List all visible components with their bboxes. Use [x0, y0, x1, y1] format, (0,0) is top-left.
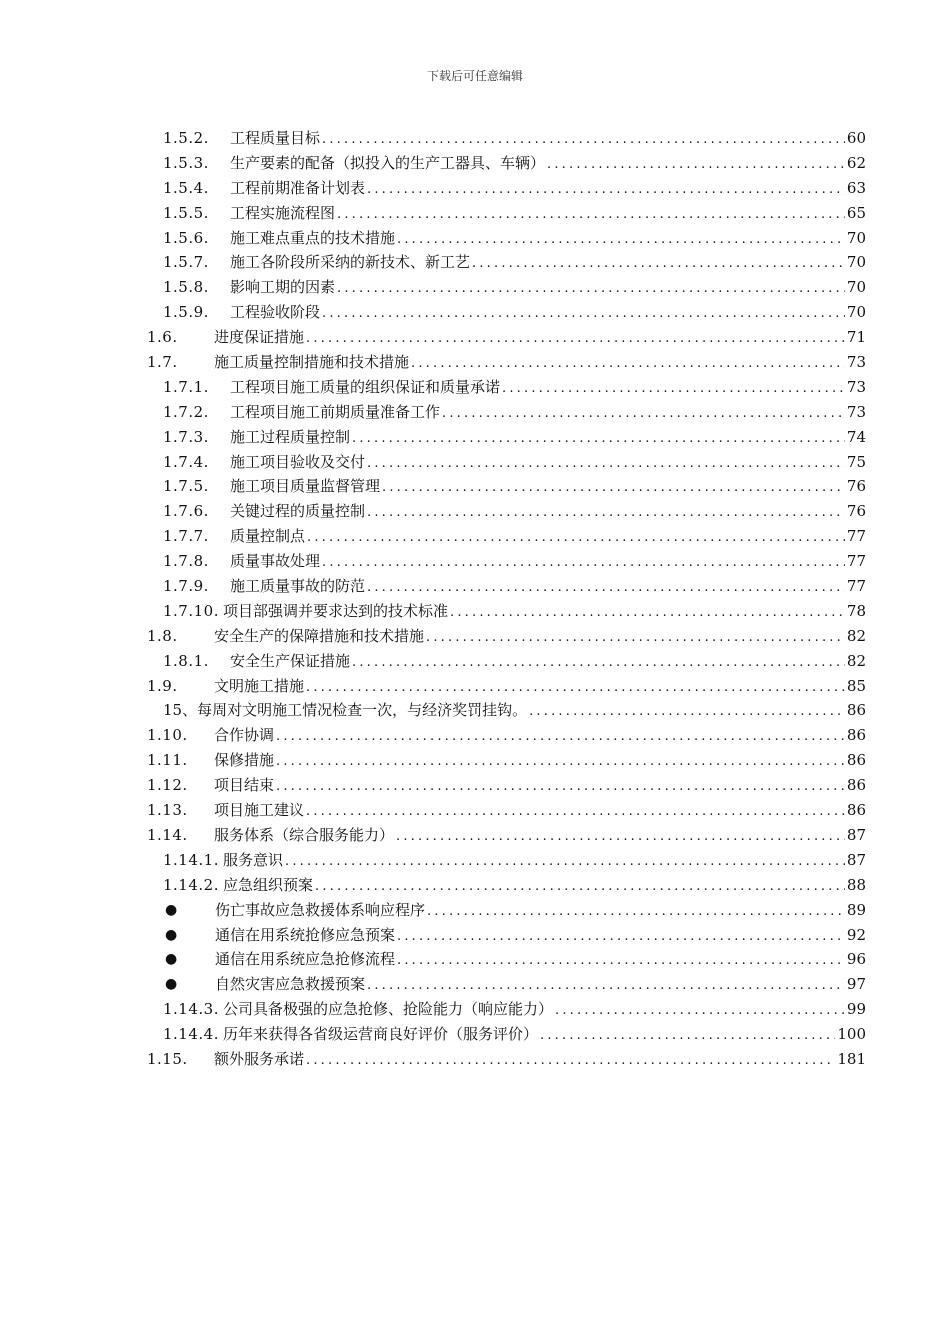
- toc-entry-title: 工程项目施工质量的组织保证和质量承诺: [230, 377, 501, 396]
- toc-entry-page-number: 77: [846, 577, 866, 596]
- toc-entry[interactable]: [0, 275, 950, 300]
- toc-dot-leader: [352, 651, 845, 676]
- toc-entry-number: 1.7.10.: [163, 601, 219, 620]
- toc-dot-leader: [367, 974, 845, 999]
- toc-entry-page-number: 70: [846, 253, 866, 272]
- toc-entry-page-number: 65: [846, 203, 866, 222]
- toc-entry-page-number: 86: [846, 701, 866, 720]
- toc-entry[interactable]: [0, 300, 950, 325]
- toc-entry-title: 项目施工建议: [214, 801, 305, 820]
- toc-entry-title: 公司具备极强的应急抢修、抢险能力（响应能力）: [222, 1000, 553, 1019]
- toc-entry-number: 1.7.5.: [163, 477, 209, 496]
- toc-entry-title: 历年来获得各省级运营商良好评价（服务评价）: [222, 1025, 538, 1044]
- toc-dot-leader: [306, 676, 845, 701]
- toc-entry-page-number: 70: [846, 278, 866, 297]
- toc-entry-title: 质量控制点: [230, 527, 306, 546]
- toc-entry-title: 自然灾害应急救援预案: [215, 975, 366, 994]
- toc-entry-title: 额外服务承诺: [214, 1049, 305, 1068]
- toc-entry-page-number: 63: [846, 178, 866, 197]
- toc-entry-page-number: 87: [846, 850, 866, 869]
- toc-entry-page-number: 85: [846, 676, 866, 695]
- toc-entry-number: 1.10.: [147, 726, 188, 745]
- toc-entry-number: 1.7.: [147, 353, 178, 372]
- bullet-icon: ●: [165, 901, 178, 918]
- toc-entry[interactable]: [0, 599, 950, 624]
- toc-entry[interactable]: [0, 151, 950, 176]
- toc-entry-title: 关键过程的质量控制: [230, 502, 366, 521]
- toc-dot-leader: [285, 850, 845, 875]
- toc-dot-leader: [367, 501, 845, 526]
- toc-dot-leader: [547, 153, 845, 178]
- toc-entry-page-number: 73: [846, 353, 866, 372]
- toc-entry[interactable]: [0, 997, 950, 1022]
- toc-entry[interactable]: [0, 375, 950, 400]
- toc-entry[interactable]: [0, 350, 950, 375]
- toc-entry[interactable]: [0, 474, 950, 499]
- toc-entry-number: 1.5.4.: [163, 178, 209, 197]
- toc-dot-leader: [306, 1049, 835, 1074]
- toc-entry[interactable]: [0, 450, 950, 475]
- toc-entry[interactable]: [0, 400, 950, 425]
- toc-entry-number: 1.14.1.: [163, 850, 219, 869]
- toc-entry-number: 1.7.2.: [163, 402, 209, 421]
- toc-entry-page-number: 70: [846, 228, 866, 247]
- toc-entry-title: 施工项目验收及交付: [230, 452, 366, 471]
- toc-entry[interactable]: [0, 649, 950, 674]
- toc-entry-title: 施工质量控制措施和技术措施: [214, 353, 410, 372]
- toc-entry[interactable]: [0, 947, 950, 972]
- toc-dot-leader: [427, 900, 845, 925]
- toc-entry-title: 通信在用系统抢修应急预案: [215, 925, 396, 944]
- toc-entry-number: 1.5.9.: [163, 303, 209, 322]
- toc-entry-page-number: 88: [846, 875, 866, 894]
- toc-entry[interactable]: [0, 524, 950, 549]
- toc-dot-leader: [276, 750, 845, 775]
- toc-entry-title: 项目结束: [214, 776, 275, 795]
- toc-entry-title: 施工质量事故的防范: [230, 577, 366, 596]
- toc-entry-number: 1.11.: [147, 751, 188, 770]
- toc-entry[interactable]: [0, 972, 950, 997]
- toc-entry[interactable]: [0, 1022, 950, 1047]
- toc-entry[interactable]: [0, 773, 950, 798]
- toc-entry-title: 保修措施: [214, 751, 275, 770]
- toc-entry[interactable]: [0, 574, 950, 599]
- toc-entry[interactable]: [0, 674, 950, 699]
- toc-entry-number: 1.5.6.: [163, 228, 209, 247]
- toc-entry-number: 1.8.1.: [163, 651, 209, 670]
- toc-entry-page-number: 86: [846, 801, 866, 820]
- toc-entry-title: 合作协调: [214, 726, 275, 745]
- toc-entry[interactable]: [0, 898, 950, 923]
- toc-entry-page-number: 75: [846, 452, 866, 471]
- toc-entry-title: 服务体系（综合服务能力）: [214, 825, 395, 844]
- toc-entry-title: 伤亡事故应急救援体系响应程序: [215, 900, 426, 919]
- toc-entry[interactable]: [0, 201, 950, 226]
- toc-dot-leader: [315, 875, 845, 900]
- toc-dot-leader: [276, 775, 845, 800]
- toc-entry-number: 1.5.8.: [163, 278, 209, 297]
- toc-entry-number: 1.15.: [147, 1049, 188, 1068]
- toc-dot-leader: [382, 476, 845, 501]
- toc-entry-number: 1.5.2.: [163, 129, 209, 147]
- toc-entry[interactable]: [0, 823, 950, 848]
- toc-entry-title: 施工各阶段所采纳的新技术、新工艺: [230, 253, 471, 272]
- toc-entry[interactable]: [0, 723, 950, 748]
- toc-entry-page-number: 73: [846, 377, 866, 396]
- toc-entry-number: 1.6.: [147, 328, 178, 347]
- toc-entry-page-number: 97: [846, 975, 866, 994]
- toc-entry-title: 施工过程质量控制: [230, 427, 351, 446]
- toc-dot-leader: [426, 626, 845, 651]
- toc-dot-leader: [306, 327, 845, 352]
- toc-entry-title: 工程实施流程图: [230, 203, 336, 222]
- toc-dot-leader: [337, 277, 845, 302]
- toc-dot-leader: [322, 302, 845, 327]
- toc-entry-page-number: 92: [846, 925, 866, 944]
- toc-entry-page-number: 78: [846, 601, 866, 620]
- bullet-icon: ●: [165, 976, 178, 993]
- toc-entry-page-number: 82: [846, 626, 866, 645]
- toc-dot-leader: [322, 128, 845, 153]
- toc-entry-page-number: 96: [846, 950, 866, 969]
- toc-entry-number: 1.12.: [147, 776, 188, 795]
- toc-entry-title: 15、每周对文明施工情况检查一次，与经济奖罚挂钩。: [163, 701, 528, 720]
- toc-entry-page-number: 99: [846, 1000, 866, 1019]
- toc-entry[interactable]: [0, 549, 950, 574]
- toc-dot-leader: [397, 949, 845, 974]
- toc-entry[interactable]: [0, 126, 950, 151]
- toc-entry[interactable]: [0, 798, 950, 823]
- toc-entry-title: 生产要素的配备（拟投入的生产工器具、车辆）: [230, 153, 546, 172]
- toc-dot-leader: [352, 427, 845, 452]
- toc-dot-leader: [306, 800, 845, 825]
- toc-dot-leader: [529, 700, 845, 725]
- toc-entry-page-number: 77: [846, 552, 866, 571]
- toc-entry-title: 应急组织预案: [222, 875, 313, 894]
- toc-entry-title: 施工项目质量监督管理: [230, 477, 381, 496]
- toc-dot-leader: [450, 601, 845, 626]
- toc-dot-leader: [442, 402, 845, 427]
- toc-entry-number: 1.5.3.: [163, 153, 209, 172]
- toc-entry-number: 1.14.4.: [163, 1025, 219, 1044]
- toc-entry-page-number: 71: [846, 328, 866, 347]
- toc-dot-leader: [411, 352, 845, 377]
- toc-entry-page-number: 82: [846, 651, 866, 670]
- toc-entry-number: 1.7.9.: [163, 577, 209, 596]
- toc-entry-number: 1.5.5.: [163, 203, 209, 222]
- toc-entry[interactable]: [0, 748, 950, 773]
- toc-dot-leader: [322, 551, 845, 576]
- toc-entry-title: 工程前期准备计划表: [230, 178, 366, 197]
- toc-entry-title: 文明施工措施: [214, 676, 305, 695]
- toc-dot-leader: [502, 377, 845, 402]
- toc-dot-leader: [367, 576, 845, 601]
- toc-entry[interactable]: [0, 923, 950, 948]
- page-header: 下载后可任意编辑: [426, 69, 523, 83]
- toc-entry-title: 项目部强调并要求达到的技术标准: [222, 601, 448, 620]
- toc-entry-title: 质量事故处理: [230, 552, 321, 571]
- toc-entry-title: 通信在用系统应急抢修流程: [215, 950, 396, 969]
- toc-dot-leader: [555, 999, 845, 1024]
- table-of-contents: [0, 126, 950, 1072]
- toc-entry-page-number: 86: [846, 776, 866, 795]
- toc-entry-page-number: 73: [846, 402, 866, 421]
- toc-entry-page-number: 70: [846, 303, 866, 322]
- toc-dot-leader: [397, 228, 845, 253]
- toc-entry-title: 安全生产保证措施: [230, 651, 351, 670]
- toc-entry[interactable]: [0, 425, 950, 450]
- toc-entry-page-number: 181: [837, 1049, 866, 1068]
- toc-dot-leader: [397, 925, 845, 950]
- toc-dot-leader: [396, 825, 845, 850]
- toc-entry-number: 1.7.3.: [163, 427, 209, 446]
- toc-entry-page-number: 76: [846, 502, 866, 521]
- toc-entry[interactable]: [0, 250, 950, 275]
- toc-entry-number: 1.8.: [147, 626, 178, 645]
- toc-entry-title: 工程质量目标: [230, 129, 321, 147]
- toc-entry-number: 1.7.6.: [163, 502, 209, 521]
- toc-entry-number: 1.13.: [147, 801, 188, 820]
- toc-dot-leader: [367, 178, 845, 203]
- bullet-icon: ●: [165, 951, 178, 968]
- toc-entry-number: 1.14.3.: [163, 1000, 219, 1019]
- toc-dot-leader: [307, 526, 845, 551]
- toc-dot-leader: [472, 252, 845, 277]
- toc-entry-page-number: 86: [846, 726, 866, 745]
- toc-entry-number: 1.9.: [147, 676, 178, 695]
- toc-dot-leader: [337, 203, 845, 228]
- toc-entry-number: 1.7.8.: [163, 552, 209, 571]
- toc-entry-page-number: 87: [846, 825, 866, 844]
- toc-entry[interactable]: [0, 848, 950, 873]
- toc-entry[interactable]: [0, 698, 950, 723]
- toc-entry[interactable]: [0, 176, 950, 201]
- toc-entry-number: 1.5.7.: [163, 253, 209, 272]
- toc-entry-title: 影响工期的因素: [230, 278, 336, 297]
- toc-entry[interactable]: [0, 873, 950, 898]
- toc-entry-title: 工程验收阶段: [230, 303, 321, 322]
- toc-entry[interactable]: [0, 624, 950, 649]
- toc-dot-leader: [276, 725, 845, 750]
- toc-entry-number: 1.7.7.: [163, 527, 209, 546]
- toc-entry-number: 1.14.: [147, 825, 188, 844]
- toc-entry-page-number: 74: [846, 427, 866, 446]
- toc-entry[interactable]: [0, 325, 950, 350]
- toc-entry-page-number: 77: [846, 527, 866, 546]
- toc-entry-page-number: 100: [837, 1025, 866, 1044]
- toc-entry[interactable]: [0, 499, 950, 524]
- toc-entry-title: 进度保证措施: [214, 328, 305, 347]
- toc-entry-page-number: 62: [846, 153, 866, 172]
- toc-entry-number: 1.7.1.: [163, 377, 209, 396]
- toc-entry-title: 施工难点重点的技术措施: [230, 228, 396, 247]
- toc-entry[interactable]: [0, 226, 950, 251]
- toc-entry-title: 工程项目施工前期质量准备工作: [230, 402, 441, 421]
- toc-dot-leader: [540, 1024, 835, 1049]
- toc-entry-page-number: 60: [846, 129, 866, 147]
- toc-dot-leader: [367, 452, 845, 477]
- toc-entry-title: 服务意识: [222, 850, 283, 869]
- toc-entry-page-number: 89: [846, 900, 866, 919]
- toc-entry-number: 1.14.2.: [163, 875, 219, 894]
- toc-entry-number: 1.7.4.: [163, 452, 209, 471]
- toc-entry-page-number: 86: [846, 751, 866, 770]
- toc-entry-page-number: 76: [846, 477, 866, 496]
- toc-entry-title: 安全生产的保障措施和技术措施: [214, 626, 425, 645]
- bullet-icon: ●: [165, 926, 178, 943]
- toc-entry[interactable]: [0, 1047, 950, 1072]
